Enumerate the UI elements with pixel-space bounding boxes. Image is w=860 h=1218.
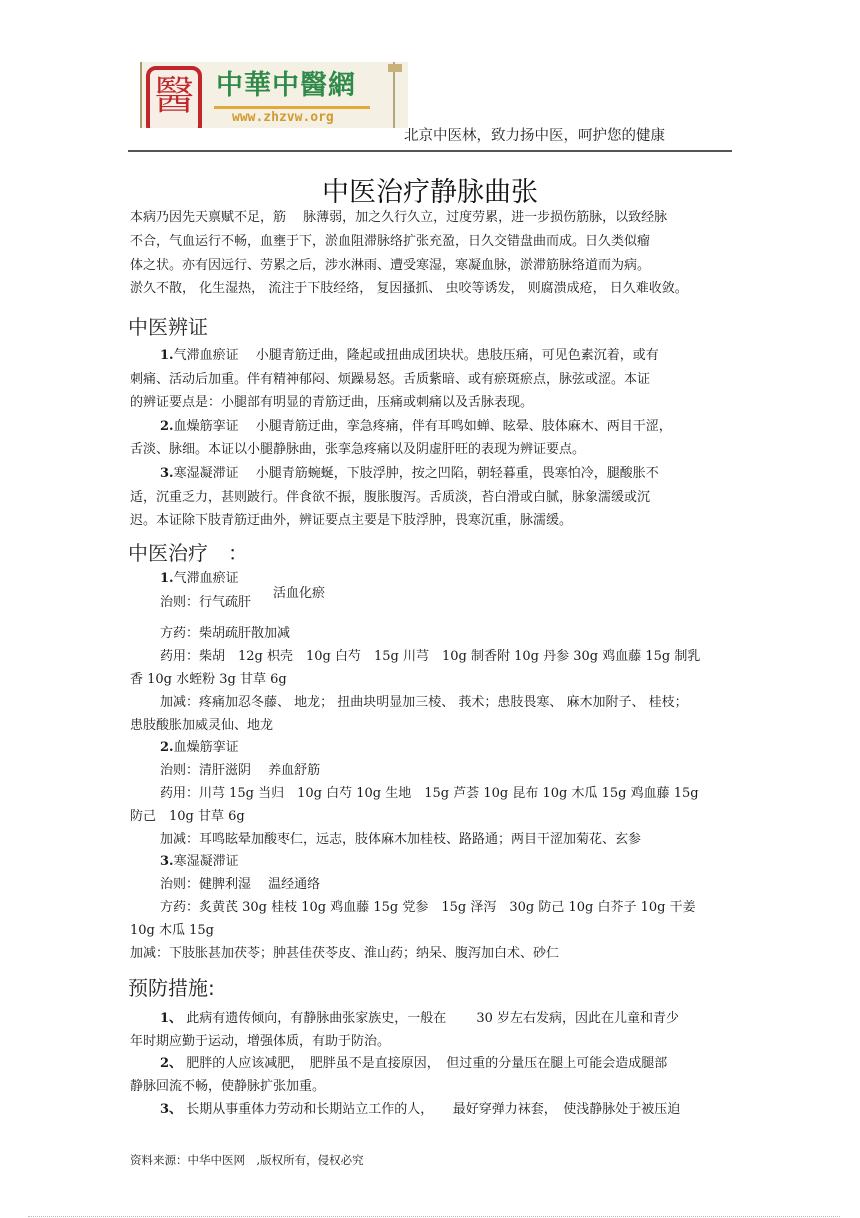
treatment-drugs: 药用：川芎 15g 当归 10g 白芍 10g 生地 15g 芦荟 10g 昆布 10g 木瓜 15g 鸡血藤 15g (160, 786, 699, 801)
treatment-item-title: 1.气滞血瘀证 (160, 571, 239, 586)
diagnosis-item: 3.寒湿凝滞证 小腿青筋蜿蜒，下肢浮肿，按之凹陷，朝轻暮重，畏寒怕冷，腿酸胀不 (160, 466, 659, 481)
treatment-formula: 方药：柴胡疏肝散加减 (160, 626, 291, 641)
treatment-modify: 加减：耳鸣眩晕加酸枣仁，远志，肢体麻木加桂枝、路路通；两目干涩加菊花、玄参 (160, 832, 642, 847)
treatment-principle: 治则：健脾利湿 温经通络 (160, 877, 321, 892)
prevention-line: 静脉回流不畅，使静脉扩张加重。 (130, 1079, 326, 1094)
treatment-modify: 加减：下肢胀甚加茯苓；肿甚佳茯苓皮、淮山药；纳呆、腹泻加白术、砂仁 (130, 946, 560, 961)
seal-icon: 醫 (146, 66, 202, 128)
intro-line: 淤久不散， 化生湿热， 流注于下肢经络， 复因搔抓、 虫咬等诱发， 则腐溃成疮， 日久难收敛。 (130, 281, 688, 296)
section-heading-diagnosis: 中医辨证 (128, 315, 208, 339)
diagnosis-item: 1.气滞血瘀证 小腿青筋迂曲，隆起或扭曲成团块状。患肢压痛，可见色素沉着，或有 (160, 348, 659, 363)
page-bottom-divider (28, 1216, 840, 1217)
footer-source: 资料来源：中华中医网 ,版权所有，侵权必究 (130, 1153, 364, 1167)
intro-line: 本病乃因先天禀赋不足，筋 脉薄弱，加之久行久立，过度劳累，进一步损伤筋脉，以致经脉 (130, 210, 668, 225)
diagnosis-line: 刺痛、活动后加重。伴有精神郁闷、烦躁易怒。舌质紫暗、或有瘀斑瘀点，脉弦或涩。本证 (130, 372, 651, 387)
logo-url: www.zhzvw.org (232, 110, 334, 125)
treatment-drugs: 防己 10g 甘草 6g (130, 809, 245, 824)
treatment-item-title: 3.寒湿凝滞证 (160, 854, 239, 869)
diagnosis-line: 的辨证要点是：小腿部有明显的青筋迂曲，压痛或刺痛以及舌脉表现。 (130, 395, 534, 410)
treatment-principle-extra: 活血化瘀 (273, 586, 326, 601)
prevention-line: 年时期应勤于运动，增强体质，有助于防治。 (130, 1034, 391, 1049)
page-title: 中医治疗静脉曲张 (322, 177, 538, 208)
prevention-item: 3、 长期从事重体力劳动和长期站立工作的人， 最好穿弹力袜套， 使浅静脉处于被压迫 (160, 1102, 681, 1117)
prevention-item: 2、 肥胖的人应该减肥， 肥胖虽不是直接原因， 但过重的分量压在腿上可能会造成腿部 (160, 1056, 668, 1071)
prevention-item: 1、 此病有遗传倾向，有静脉曲张家族史，一般在 30 岁左右发病，因此在儿童和青少 (160, 1011, 679, 1026)
diagnosis-line: 迟。本证除下肢青筋迂曲外，辨证要点主要是下肢浮肿，畏寒沉重，脉濡缓。 (130, 513, 573, 528)
treatment-drugs: 香 10g 水蛭粉 3g 甘草 6g (130, 672, 287, 687)
treatment-drugs: 方药：炙黄芪 30g 桂枝 10g 鸡血藤 15g 党参 15g 泽泻 30g 防己 10g 白芥子 10g 干姜 (160, 900, 696, 915)
diagnosis-item: 2.血燥筋挛证 小腿青筋迂曲，挛急疼痛，伴有耳鸣如蝉、眩晕、肢体麻木、两目干涩， (160, 419, 672, 434)
intro-line: 体之状。亦有因远行、劳累之后，涉水淋雨、遭受寒湿，寒凝血脉，淤滞筋脉络道而为病。 (130, 258, 651, 273)
diagnosis-line: 适，沉重乏力，甚则跛行。伴食欲不振，腹胀腹泻。舌质淡，苔白滑或白腻，脉象濡缓或沉 (130, 490, 651, 505)
header-divider (128, 150, 732, 152)
treatment-drugs: 10g 木瓜 15g (130, 923, 214, 938)
site-logo (140, 62, 408, 128)
intro-line: 不合，气血运行不畅，血壅于下，淤血阻滞脉络扩张充盈，日久交错盘曲而成。日久类似瘤 (130, 234, 651, 249)
treatment-modify: 患肢酸胀加威灵仙、地龙 (130, 718, 274, 733)
logo-text: 中華中醫網 (216, 70, 356, 101)
section-heading-prevention: 预防措施: (128, 976, 215, 1000)
treatment-principle: 治则：清肝滋阴 养血舒筋 (160, 763, 321, 778)
header-slogan: 北京中医林，致力扬中医，呵护您的健康 (404, 128, 665, 144)
treatment-modify: 加减：疼痛加忍冬藤、 地龙； 扭曲块明显加三棱、 莪术；患肢畏寒、 麻木加附子、 桂枝； (160, 695, 688, 710)
treatment-item-title: 2.血燥筋挛证 (160, 740, 239, 755)
section-heading-treatment: 中医治疗 ： (128, 541, 248, 565)
diagnosis-line: 舌淡、脉细。本证以小腿静脉曲，张挛急疼痛以及阴虚肝旺的表现为辨证要点。 (130, 442, 586, 457)
treatment-drugs: 药用：柴胡 12g 枳壳 10g 白芍 15g 川芎 10g 制香附 10g 丹参 30g 鸡血藤 15g 制乳 (160, 649, 701, 664)
treatment-principle: 治则：行气疏肝 (160, 595, 252, 610)
